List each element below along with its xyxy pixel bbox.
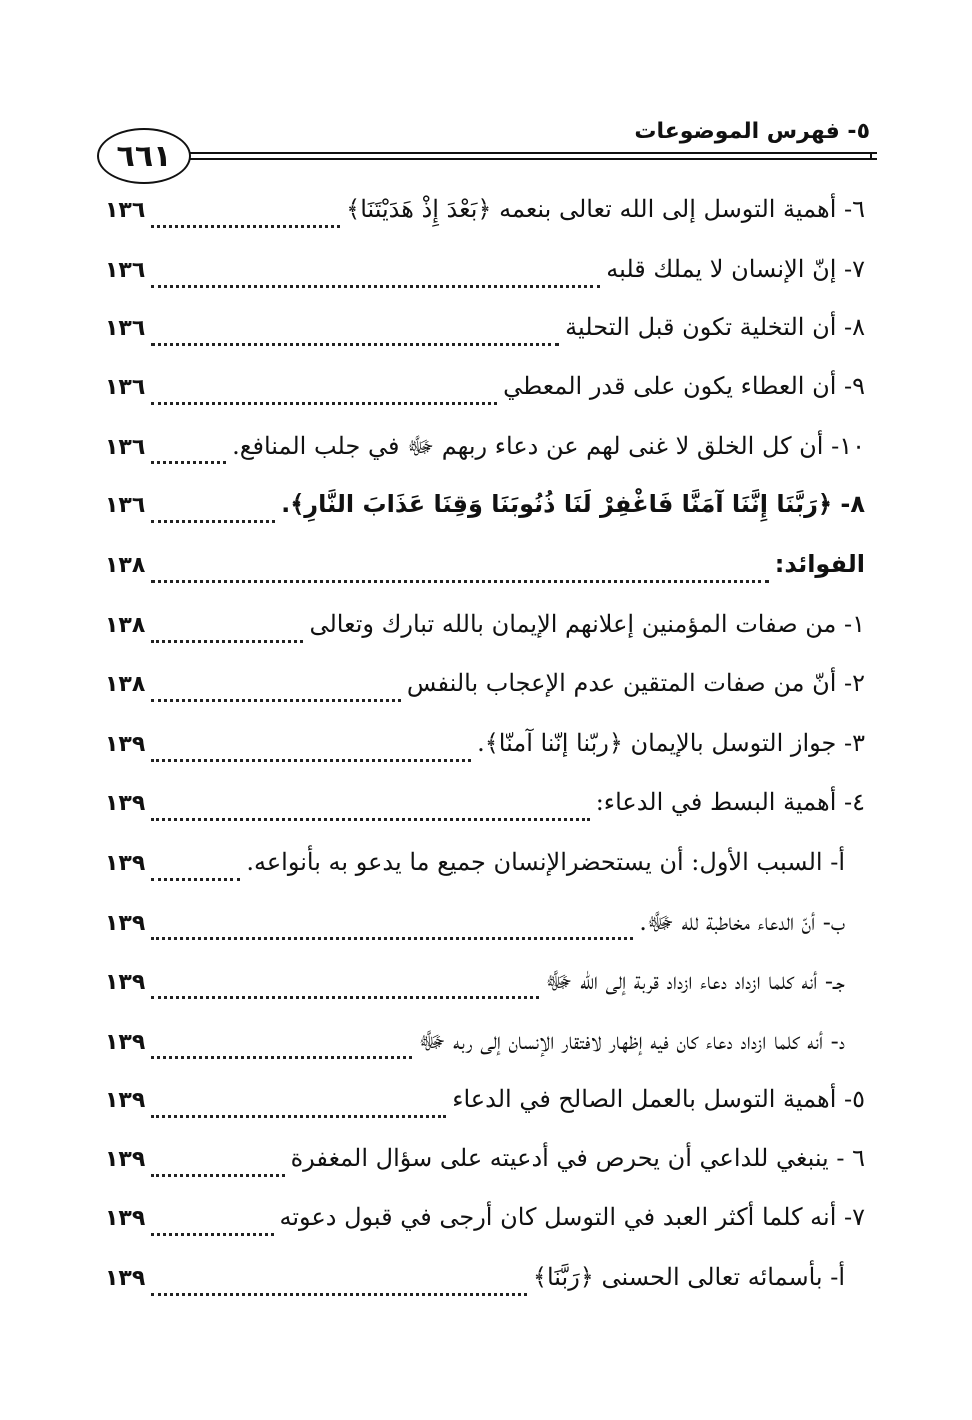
toc-entry [105, 1026, 845, 1074]
dot-leader [151, 1115, 446, 1118]
entry-page: ١٣٩ [105, 1030, 146, 1055]
page-number-badge [97, 128, 191, 184]
entry-title: الفوائد: [774, 550, 865, 578]
toc-entry [105, 255, 865, 303]
dot-leader [151, 878, 240, 881]
toc-entry [105, 1203, 865, 1251]
entry-title: ٧- إنّ الإنسان لا يملك قلبه [606, 255, 865, 283]
entry-page: ١٣٩ [105, 1088, 146, 1113]
entry-page: ١٣٨ [105, 672, 146, 697]
entry-page: ١٣٩ [105, 1206, 146, 1231]
entry-title: ٩- أن العطاء يكون على قدر المعطي [503, 372, 865, 400]
entry-title: ٧- أنه كلما أكثر العبد في التوسل كان أرجى في قبول دعوته [279, 1203, 865, 1231]
entry-page: ١٣٩ [105, 791, 146, 816]
dot-leader [151, 343, 559, 346]
entry-title: ٤- أهمية البسط في الدعاء: [595, 788, 865, 816]
entry-title: ٢- أنّ من صفات المتقين عدم الإعجاب بالنفس [406, 669, 865, 697]
entry-title: د- أنه كلما ازداد دعاء كان فيه إظهار لافتقار الإنسان إلى ربه ﷻ [418, 1027, 845, 1055]
entry-title: جـ- أنه كلما ازداد دعاء ازداد قربة إلى الله ﷻ [545, 967, 845, 995]
entry-page: ١٣٨ [105, 553, 146, 578]
entry-page: ١٣٦ [105, 198, 146, 223]
toc-entry [105, 431, 865, 479]
entry-title: ٣- جواز التوسل بالإيمان ﴿ربّنا إنّنا آمنّا﴾. [477, 729, 865, 757]
dot-leader [151, 285, 600, 288]
dot-leader [151, 937, 633, 940]
entry-title: ٨- أن التخلية تكون قبل التحلية [565, 313, 865, 341]
dot-leader [151, 1233, 273, 1236]
toc-entry [105, 788, 865, 836]
page-number: ٦٦١ [116, 138, 172, 174]
entry-page: ١٣٦ [105, 375, 146, 400]
entry-page: ١٣٦ [105, 435, 146, 460]
entry-page: ١٣٦ [105, 316, 146, 341]
toc-entry [105, 1263, 845, 1311]
toc-entry [105, 729, 865, 777]
entry-page: ١٣٩ [105, 911, 146, 936]
toc-entry [105, 372, 865, 420]
dot-leader [151, 461, 226, 464]
entry-page: ١٣٩ [105, 970, 146, 995]
entry-title: ٨- ﴿رَبَّنَا إِنَّنَا آمَنَّا فَاغْفِرْ لَنَا ذُنُوبَنَا وَقِنَا عَذَابَ النَّارِ﴾. [281, 490, 865, 518]
dot-leader [151, 1056, 412, 1059]
header-rule [185, 158, 877, 160]
entry-title: أ- بأسمائه تعالى الحسنى ﴿رَبَّنَا﴾ [532, 1263, 845, 1291]
toc-entry [105, 848, 845, 896]
dot-leader [151, 640, 303, 643]
toc-entry [105, 907, 845, 955]
entry-title: ١٠- أن كل الخلق لا غنى لهم عن دعاء ربهم ﷻ في جلب المنافع. [232, 432, 865, 460]
toc-entry [105, 195, 865, 243]
entry-title: ٥- أهمية التوسل بالعمل الصالح في الدعاء [452, 1085, 865, 1113]
toc-entry [105, 313, 865, 361]
toc-entry [105, 550, 865, 598]
entry-page: ١٣٩ [105, 732, 146, 757]
entry-title: ٦- أهمية التوسل إلى الله تعالى بنعمه ﴿بَعْدَ إِذْ هَدَيْتَنَا﴾ [346, 195, 865, 223]
toc-entry [105, 966, 845, 1014]
entry-title: ٦ - ينبغي للداعي أن يحرص في أدعيته على سؤال المغفرة [290, 1144, 865, 1172]
entry-page: ١٣٩ [105, 1147, 146, 1172]
dot-leader [151, 225, 340, 228]
running-head: ٥- فهرس الموضوعات [626, 119, 870, 144]
entry-page: ١٣٦ [105, 493, 146, 518]
dot-leader [151, 520, 275, 523]
dot-leader [151, 818, 589, 821]
dot-leader [151, 402, 497, 405]
header-rule [185, 152, 877, 154]
header-rule-end [870, 152, 872, 160]
entry-title: ١- من صفات المؤمنين إعلانهم الإيمان بالله تبارك وتعالى [309, 610, 865, 638]
dot-leader [151, 580, 768, 583]
entry-page: ١٣٨ [105, 613, 146, 638]
dot-leader [151, 759, 471, 762]
toc-entry [105, 669, 865, 717]
entry-page: ١٣٦ [105, 258, 146, 283]
toc-entry [105, 610, 865, 658]
toc-entry [105, 490, 865, 538]
dot-leader [151, 699, 401, 702]
dot-leader [151, 996, 539, 999]
dot-leader [151, 1293, 527, 1296]
entry-title: ب- أنّ الدعاء مخاطبة لله ﷻ. [639, 908, 845, 936]
entry-title: أ- السبب الأول: أن يستحضرالإنسان جميع ما يدعو به بأنواعه. [246, 848, 845, 876]
entry-page: ١٣٩ [105, 851, 146, 876]
toc-entry [105, 1085, 865, 1133]
dot-leader [151, 1174, 284, 1177]
entry-page: ١٣٩ [105, 1266, 146, 1291]
toc-entry [105, 1144, 865, 1192]
